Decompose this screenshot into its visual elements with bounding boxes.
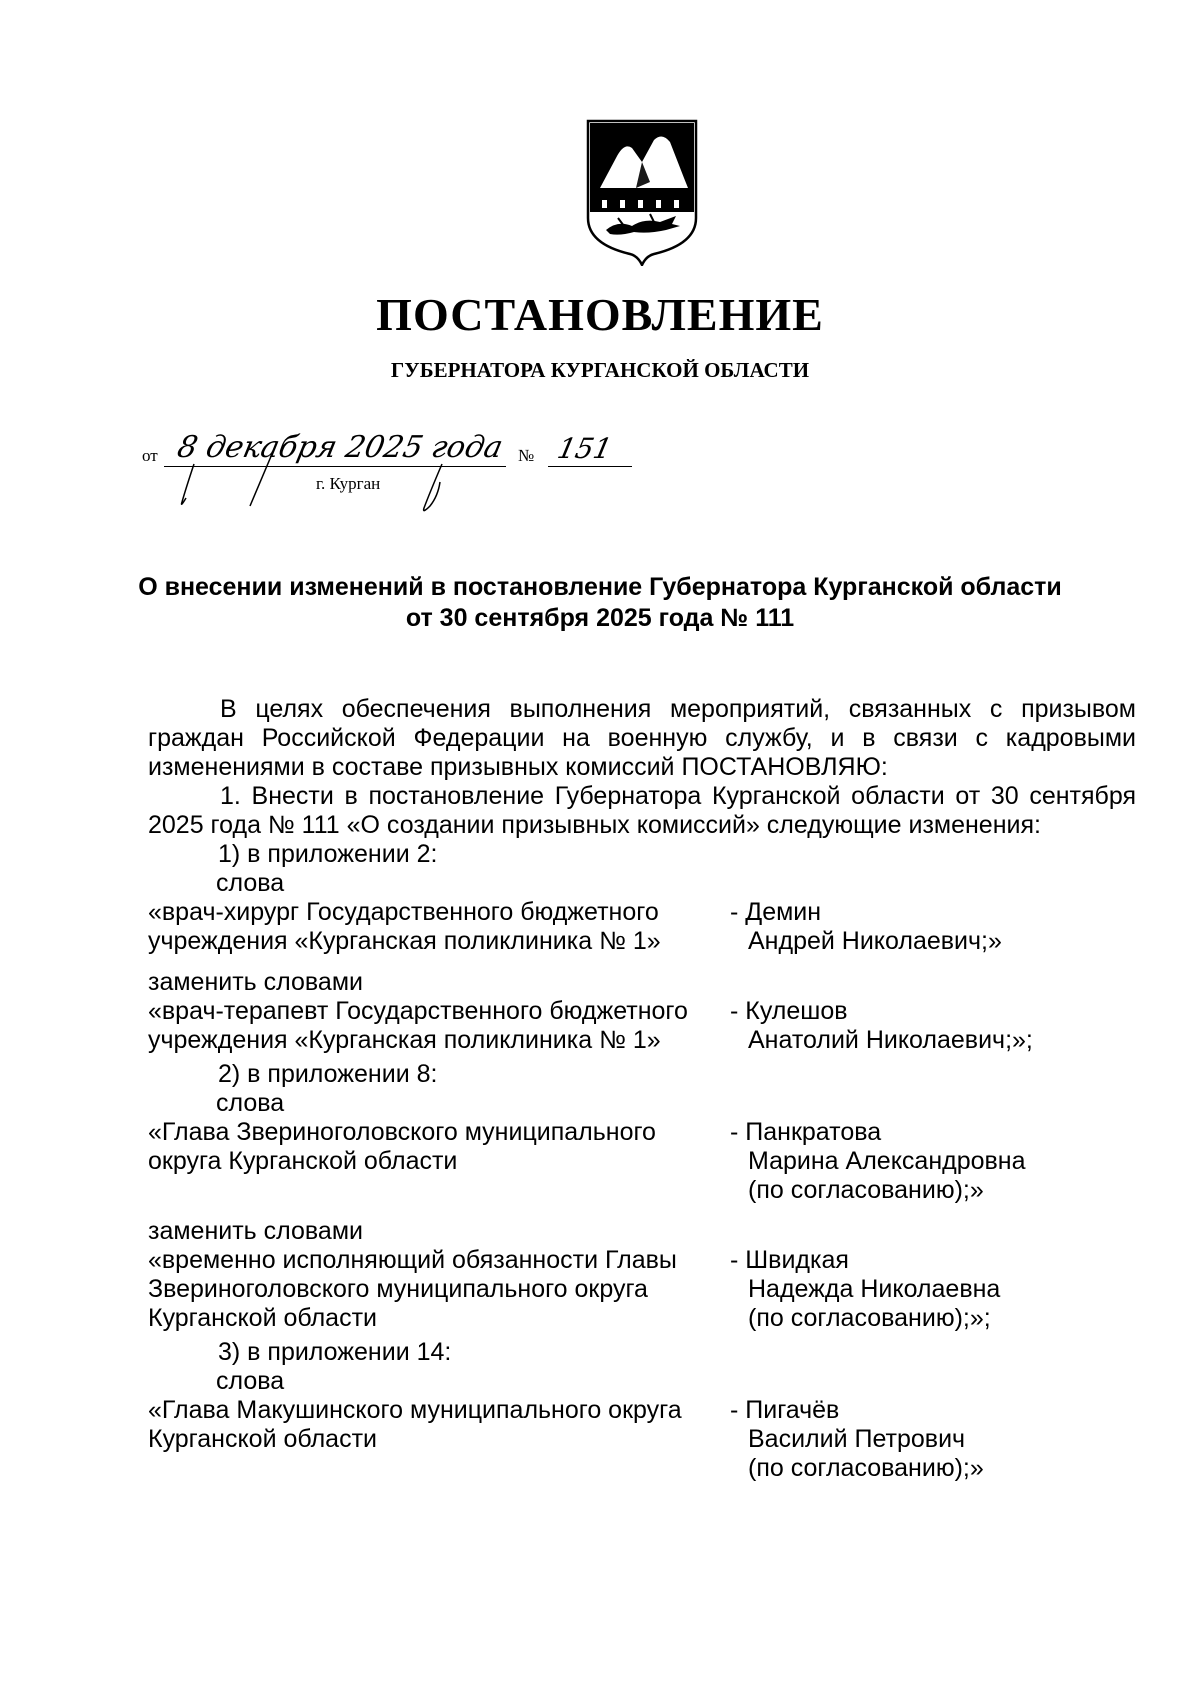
subject-line-2: от 30 сентября 2025 года № 111 [405,604,795,632]
subitem-2-heading: 2) в приложении 8: [218,1060,438,1088]
coat-of-arms-icon [584,118,700,266]
subitem-3-heading: 3) в приложении 14: [218,1338,452,1366]
entry-name: Надежда Николаевна [748,1275,1001,1303]
replace-label: заменить словами [148,968,363,996]
entry-name: Марина Александровна [748,1147,1026,1175]
date-number-block [142,430,662,516]
entry-position: Курганской области [148,1425,378,1453]
words-label: слова [216,869,285,897]
document-body [148,695,1136,1483]
handwritten-date: 8 декабря 2025 года [174,430,506,465]
words-label: слова [216,1367,285,1395]
entry-position: учреждения «Курганская поликлиника № 1» [148,1026,661,1054]
entry-pair [148,1118,1136,1205]
document-issuer: ГУБЕРНАТОРА КУРГАНСКОЙ ОБЛАСТИ [390,358,810,382]
entry-name: Анатолий Николаевич;»; [748,1026,1033,1054]
entry-position: «Глава Звериноголовского муниципального [148,1118,656,1146]
entry-pair [148,1396,1136,1483]
entry-position: «врач-хирург Государственного бюджетного [148,898,659,926]
entry-position: Курганской области [148,1304,378,1332]
subitem-1-heading: 1) в приложении 2: [218,840,438,868]
entry-position: учреждения «Курганская поликлиника № 1» [148,927,661,955]
entry-position: Звериноголовского муниципального округа [148,1275,648,1303]
entry-name: - Панкратова [730,1118,882,1146]
entry-name: Василий Петрович [748,1425,966,1453]
document-subject [60,572,1140,634]
entry-pair [148,898,1136,956]
number-label: № [518,446,535,465]
intro-paragraph: В целях обеспечения выполнения мероприятий, связанных с призывом граждан Российской Федерации на военную службу, и в связи с кадровыми изменениями в составе призывных комиссий ПОСТАНОВЛЯЮ: [148,695,1136,781]
entry-name: Андрей Николаевич;» [748,927,1002,955]
entry-position: «врач-терапевт Государственного бюджетного [148,997,688,1025]
entry-note: (по согласованию);» [748,1176,984,1204]
entry-pair [148,1246,1136,1333]
item-1-paragraph: 1. Внести в постановление Губернатора Курганской области от 30 сентября 2025 года № 111 «О создании призывных комиссий» следующие изменения: [148,782,1136,839]
date-prefix-label: от [142,446,158,465]
subject-line-1: О внесении изменений в постановление Губернатора Курганской области [138,573,1062,601]
document-type-title: ПОСТАНОВЛЕНИЕ [376,289,824,340]
replace-label: заменить словами [148,1217,363,1245]
words-label: слова [216,1089,285,1117]
entry-note: (по согласованию);» [748,1454,984,1482]
entry-position: «Глава Макушинского муниципального округа [148,1396,682,1424]
entry-name: - Швидкая [730,1246,849,1274]
entry-name: - Кулешов [730,997,848,1025]
entry-name: - Демин [730,898,822,926]
handwriting-strokes-icon [142,436,662,516]
entry-note: (по согласованию);»; [748,1304,991,1332]
entry-position: округа Курганской области [148,1147,458,1175]
entry-pair [148,997,1136,1055]
city-label: г. Курган [316,474,381,493]
entry-position: «временно исполняющий обязанности Главы [148,1246,677,1274]
handwritten-number: 151 [554,432,615,465]
entry-name: - Пигачёв [730,1396,840,1424]
